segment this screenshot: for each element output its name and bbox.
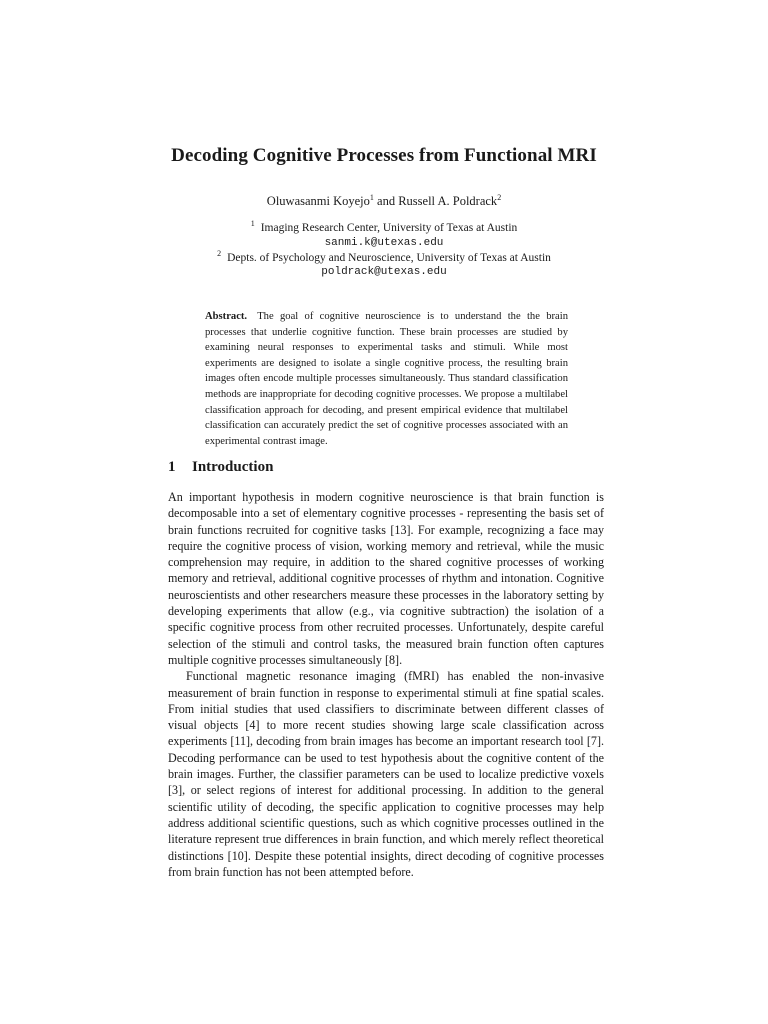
affiliation-1 — [0, 219, 768, 234]
author-name: Oluwasanmi Koyejo — [266, 194, 370, 208]
abstract-label: Abstract. — [205, 311, 248, 322]
paper-title: Decoding Cognitive Processes from Functional MRI — [171, 145, 597, 166]
section-title: Introduction — [192, 459, 274, 475]
affiliation-2-email: poldrack@utexas.edu — [321, 266, 447, 278]
affiliation-marker: 2 — [217, 249, 222, 259]
author-line — [0, 194, 768, 209]
affiliation-marker: 1 — [250, 219, 255, 229]
affiliation-name: Depts. of Psychology and Neuroscience, University of Texas at Austin — [227, 252, 551, 264]
affiliation-2 — [0, 249, 768, 264]
section-body — [168, 489, 604, 880]
author-connector: and — [373, 194, 399, 208]
affiliation-1-email: sanmi.k@utexas.edu — [324, 237, 444, 249]
section-number: 1 — [168, 459, 176, 475]
abstract — [205, 309, 568, 449]
affiliation-name: Imaging Research Center, University of Texas at Austin — [260, 222, 518, 234]
abstract-text: The goal of cognitive neuroscience is to understand the the brain processes that underlie cognitive function. These brain processes are studied by examining neural responses to experimental tasks and stimuli. While most experiments are designed to isolate a single cognitive process, the resulting brain images often encode multiple processes simultaneously. Thus standard classification methods are inappropriate for decoding cognitive processes. We propose a multilabel classification approach for decoding, and present empirical evidence that multilabel classification can accurately predict the set of cognitive processes associated with an experimental contrast image. — [205, 311, 568, 447]
author-name: Russell A. Poldrack — [398, 194, 498, 208]
author-affiliation-marker: 1 — [369, 192, 374, 202]
author-affiliation-marker: 2 — [497, 192, 502, 202]
body-paragraph: Functional magnetic resonance imaging (fMRI) has enabled the non-invasive measurement of brain function in response to experimental stimuli at fine spatial scales. From initial studies that used classifiers to discriminate between different classes of visual objects [4] to more recent studies showing large scale classification across experiments [11], decoding from brain images has become an important research tool [7]. Decoding performance can be used to test hypothesis about the cognitive content of the brain images. Further, the classifier parameters can be used to localize predictive voxels [3], or select regions of interest for additional processing. In addition to the general scientific utility of decoding, the specific application to cognitive processes may help address additional scientific questions, such as which cognitive processes outlined in the literature represent true differences in brain function, and which merely reflect theoretical distinctions [10]. Despite these potential insights, direct decoding of cognitive processes from brain function has not been attempted before. — [168, 669, 604, 879]
body-paragraph: An important hypothesis in modern cognitive neuroscience is that brain function is decomposable into a set of elementary cognitive processes - representing the basis set of brain functions recruited for cognitive tasks [13]. For example, recognizing a face may require the cognitive process of vision, working memory and retrieval, while the music comprehension may require, in addition to the shared cognitive processes of working memory and retrieval, additional cognitive processes of rhythm and intonation. Cognitive neuroscientists and other researchers measure these processes in the laboratory setting by developing experiments that allow (e.g., via cognitive subtraction) the isolation of a specific cognitive process from other recruited processes. Unfortunately, despite careful selection of the stimuli and control tasks, the measured brain function often captures multiple cognitive processes simultaneously [8]. — [168, 490, 604, 667]
section-heading — [168, 459, 273, 476]
